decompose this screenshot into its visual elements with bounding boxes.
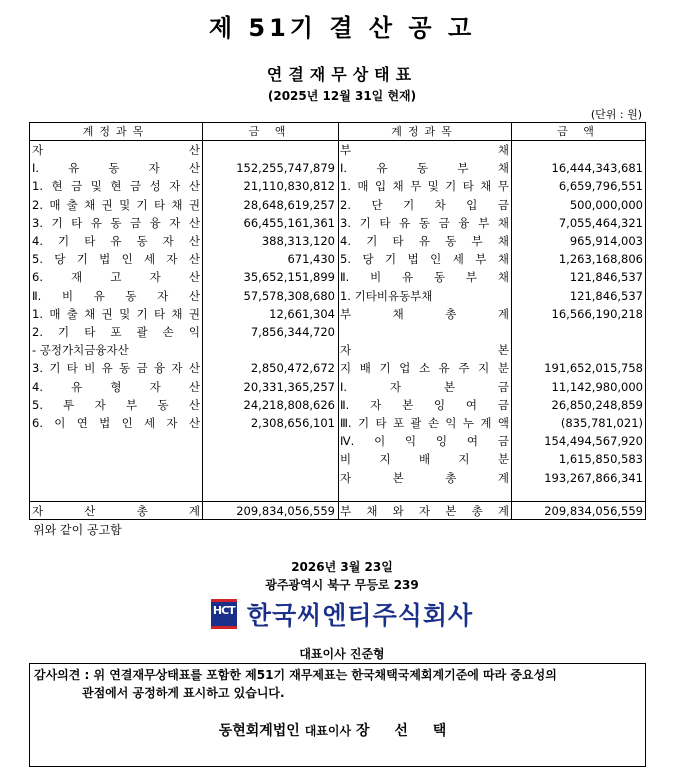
right-row-amount: 26,850,248,859 — [551, 397, 643, 412]
left-row-label: 2. 매 출 채 권 및 기 타 채 권 — [32, 197, 200, 212]
right-row-amount: 121,846,537 — [569, 288, 643, 303]
column-divider — [511, 123, 512, 519]
statement-date: (2025년 12월 31일 현재) — [267, 89, 417, 103]
right-row-label: 부 채 — [340, 143, 509, 157]
left-row-label: 4. 기 타 유 동 자 산 — [32, 234, 200, 248]
right-row-amount: 11,142,980,000 — [551, 379, 643, 394]
right-row-label — [340, 323, 509, 341]
left-row-label: 4. 유 형 자 산 — [32, 379, 200, 394]
left-row-amount: 2,850,472,672 — [250, 361, 335, 376]
left-row-label: 6. 이 연 법 인 세 자 산 — [32, 416, 200, 430]
right-row-amount: 154,494,567,920 — [544, 434, 643, 449]
left-row-amount: 24,218,808,626 — [243, 397, 335, 412]
right-row-label: 2. 단 기 차 입 금 — [340, 197, 509, 212]
auditor-name: 장 선 택 — [355, 723, 457, 739]
left-row-label: 2. 기 타 포 괄 손 익 — [32, 325, 200, 339]
left-row-label: 5. 당 기 법 인 세 자 산 — [32, 252, 200, 267]
right-row-label: 1. 매 입 채 무 및 기 타 채 무 — [340, 179, 509, 194]
right-row-label: 3. 기 타 유 동 금 융 부 채 — [340, 215, 509, 230]
left-row-label: Ⅰ. 유 동 자 산 — [32, 161, 200, 176]
left-row-label: 5. 투 자 부 동 산 — [32, 397, 200, 412]
left-row-label: 1. 매 출 채 권 및 기 타 채 권 — [32, 306, 200, 321]
left-row-amount: 388,313,120 — [261, 234, 335, 248]
right-row-amount: 121,846,537 — [569, 270, 643, 285]
left-row-label: 6. 재 고 자 산 — [32, 270, 200, 285]
right-row-label: Ⅳ. 이 익 잉 여 금 — [340, 434, 509, 449]
auditor-signature — [30, 720, 645, 740]
left-row-amount: 7,856,344,720 — [250, 325, 335, 339]
logo-text: HCT — [212, 604, 235, 617]
left-row-amount: 21,110,830,812 — [243, 179, 335, 194]
left-row-amount — [204, 141, 335, 159]
right-row-label: 5. 당 기 법 인 세 부 채 — [340, 252, 509, 267]
right-row-label: Ⅰ. 자 본 금 — [340, 379, 509, 394]
auditor-title: 대표이사 — [304, 724, 352, 738]
total-assets-label: 자 산 총 계 — [32, 504, 200, 518]
left-row-amount: 57,578,308,680 — [243, 288, 335, 303]
left-row-label: Ⅱ. 비 유 동 자 산 — [32, 288, 200, 303]
unit-label: (단위 : 원) — [590, 108, 642, 121]
left-row-amount: 20,331,365,257 — [243, 379, 335, 394]
right-row-label: Ⅲ. 기 타 포 괄 손 익 누 계 액 — [340, 416, 509, 430]
right-row-amount: 1,263,168,806 — [558, 252, 643, 267]
header-account-right: 계정과목 — [391, 125, 458, 138]
audit-opinion-line2: 관점에서 공정하게 표시하고 있습니다. — [82, 686, 285, 700]
header-account-left: 계정과목 — [82, 125, 150, 138]
right-row-label: 부 채 총 계 — [340, 306, 509, 321]
ceo-name: 대표이사 진준형 — [299, 647, 385, 661]
left-row-label: - 공정가치금융자산 — [32, 343, 129, 358]
right-row-amount: 7,055,464,321 — [558, 215, 643, 230]
right-row-amount: 16,566,190,218 — [551, 306, 643, 321]
audit-opinion-box — [29, 663, 646, 767]
left-row-amount — [204, 341, 335, 359]
right-row-amount: 965,914,003 — [569, 234, 643, 248]
left-row-amount: 12,661,304 — [269, 306, 335, 321]
right-row-label: 자 본 — [340, 343, 509, 358]
right-row-label: 비 지 배 지 분 — [340, 452, 509, 467]
right-row-amount: 191,652,015,758 — [544, 361, 643, 376]
right-row-amount: 193,267,866,341 — [544, 470, 643, 485]
balance-sheet-table — [29, 122, 646, 520]
statement-title: 연결재무상태표 — [266, 65, 418, 84]
right-row-label: Ⅱ. 자 본 잉 여 금 — [340, 397, 509, 412]
company-name: 한국씨엔티주식회사 — [246, 601, 474, 630]
right-row-amount: 1,615,850,583 — [558, 452, 643, 467]
right-row-amount: 6,659,796,551 — [558, 179, 643, 194]
hct-logo-icon — [211, 599, 237, 629]
right-row-label: 1. 기타비유동부채 — [340, 288, 433, 303]
right-row-amount: 500,000,000 — [569, 197, 643, 212]
right-row-label: Ⅱ. 비 유 동 부 채 — [340, 270, 509, 285]
left-row-label: 1. 현 금 및 현 금 성 자 산 — [32, 179, 200, 194]
left-row-label: 3. 기 타 비 유 동 금 융 자 산 — [32, 361, 200, 376]
publication-date: 2026년 3월 23일 — [291, 560, 393, 574]
right-row-label: 4. 기 타 유 동 부 채 — [340, 234, 509, 248]
column-divider — [338, 123, 339, 519]
page-title: 제 51기 결 산 공 고 — [208, 14, 476, 42]
left-row-amount: 2,308,656,101 — [250, 416, 335, 430]
right-row-amount — [513, 323, 643, 341]
total-liabilities-equity-amount: 209,834,056,559 — [544, 504, 643, 518]
left-row-amount: 35,652,151,899 — [243, 270, 335, 285]
right-row-amount: 16,444,343,681 — [551, 161, 643, 176]
left-row-amount: 66,455,161,361 — [243, 215, 335, 230]
auditor-firm: 동현회계법인 — [218, 723, 300, 739]
right-row-amount — [513, 141, 643, 159]
right-row-amount: (835,781,021) — [560, 416, 643, 430]
column-divider — [202, 123, 203, 519]
company-address: 광주광역시 북구 무등로 239 — [265, 578, 419, 592]
right-row-label: 지 배 기 업 소 유 주 지 분 — [340, 361, 509, 376]
header-amount-right: 금 액 — [557, 125, 600, 138]
left-row-label: 3. 기 타 유 동 금 융 자 산 — [32, 215, 200, 230]
left-row-amount: 671,430 — [287, 252, 335, 267]
total-assets-amount: 209,834,056,559 — [236, 504, 335, 518]
right-row-amount — [513, 341, 643, 359]
header-amount-left: 금 액 — [248, 125, 292, 138]
notice-text: 위와 같이 공고함 — [33, 523, 122, 537]
left-row-label: 자 산 — [32, 143, 200, 157]
right-row-label: Ⅰ. 유 동 부 채 — [340, 161, 509, 176]
right-row-label: 자 본 총 계 — [340, 470, 509, 485]
audit-opinion-line1: 감사의견 : 위 연결재무상태표를 포함한 제51기 재무제표는 한국채택국제회계기준에 따라 중요성의 — [34, 668, 557, 682]
company-logo — [0, 598, 684, 630]
left-row-amount: 28,648,619,257 — [243, 197, 335, 212]
total-liabilities-equity-label: 부 채 와 자 본 총 계 — [340, 504, 509, 518]
left-row-amount: 152,255,747,879 — [236, 161, 335, 176]
